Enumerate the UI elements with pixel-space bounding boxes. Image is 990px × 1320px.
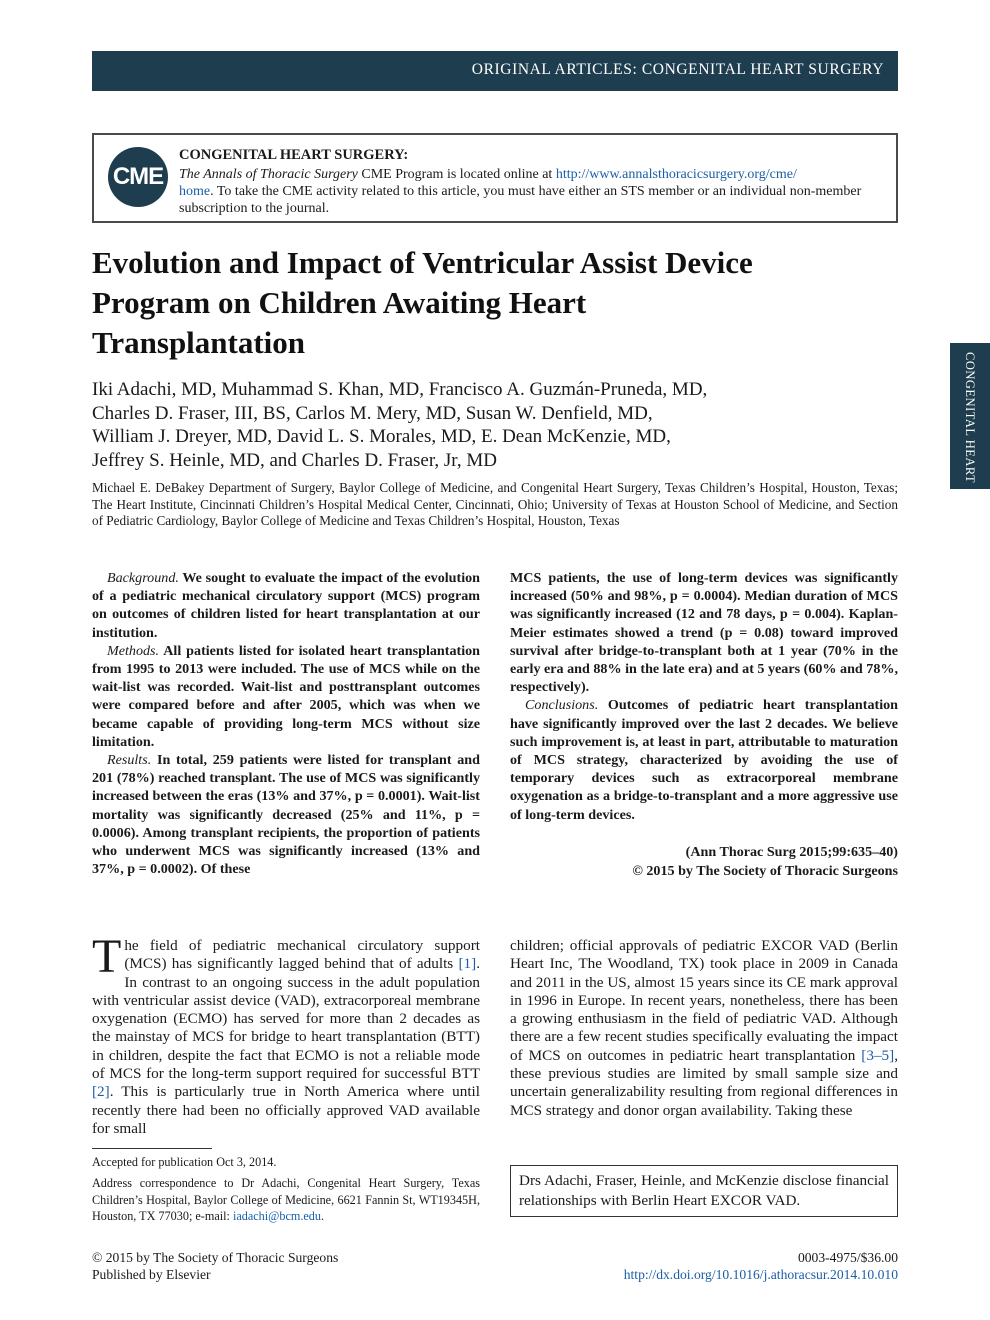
author-line: William J. Dreyer, MD, David L. S. Morales, MD, E. Dean McKenzie, MD, (92, 426, 671, 447)
disclosure-box: Drs Adachi, Fraser, Heinle, and McKenzie disclose financial relationships with Berlin Heart EXCOR VAD. (510, 1165, 898, 1217)
author-line: Iki Adachi, MD, Muhammad S. Khan, MD, Francisco A. Guzmán-Pruneda, MD, (92, 379, 708, 400)
footer-issn: 0003-4975/$36.00 (797, 1250, 898, 1265)
correspondence-address: Address correspondence to Dr Adachi, Congenital Heart Surgery, Texas Children’s Hospital, Baylor College of Medicine, 6621 Fannin St, WT19345H, Houston, TX 77030; e-mail: iadachi@bcm.edu. (92, 1176, 480, 1223)
footer-left (92, 1250, 492, 1283)
cme-title: CONGENITAL HEART SURGERY: (179, 147, 409, 163)
methods-label: Methods. (107, 642, 160, 659)
footnote-divider (92, 1148, 212, 1149)
body-right-column: children; official approvals of pediatric EXCOR VAD (Berlin Heart Inc, The Woodland, TX) took place in 2009 in Canada and 2011 in the US, almost 15 years since its CE mark approval in 1996 in Europe. In recent years, nonetheless, there has been a growing enthusiasm in the field of pediatric VAD. Although there are a few recent studies specifically evaluating the impact of MCS on outcomes in pediatric heart transplantation [3–5], these previous studies are limited by small sample size and uncertain generalizability resulting from regional differences in MCS strategy and donor organ availability. Taking these (510, 937, 898, 1119)
doi-link[interactable]: http://dx.doi.org/10.1016/j.athoracsur.2014.10.010 (623, 1266, 898, 1282)
abstract-methods: Methods. All patients listed for isolated heart transplantation from 1995 to 2013 were included. The use of MCS while on the wait-list was recorded. Wait-list and posttransplant outcomes were compared before and after 2005, which was when we became capable of providing long-term MCS without size limitation. (92, 642, 480, 750)
abstract-right-column (510, 569, 898, 824)
footer-copyright: © 2015 by The Society of Thoracic Surgeons (92, 1250, 339, 1265)
abstract-conclusions: Conclusions. Outcomes of pediatric heart transplantation have significantly improved over the last 2 decades. We believe such improvement is, at least in part, attributable to maturation of MCS strategy, characterized by avoiding the use of temporary devices such as extracorporeal membrane oxygenation as a bridge-to-transplant and a more aggressive use of long-term devices. (510, 697, 898, 823)
cme-logo: CME (108, 147, 168, 207)
cme-journal: The Annals of Thoracic Surgery (179, 167, 358, 182)
cme-link-home[interactable]: home (179, 184, 211, 199)
author-line: Charles D. Fraser, III, BS, Carlos M. Mery, MD, Susan W. Denfield, MD, (92, 402, 653, 424)
author-list (92, 378, 898, 472)
cme-box (92, 133, 898, 223)
accepted-date: Accepted for publication Oct 3, 2014. (92, 1155, 277, 1169)
section-header (92, 51, 898, 91)
section-title: ORIGINAL ARTICLES: CONGENITAL HEART SURGERY (471, 61, 884, 78)
abstract-background: Background. We sought to evaluate the impact of the evolution of a pediatric mechanical circulatory support (MCS) program on outcomes of children listed for heart transplantation at our institution. (92, 570, 480, 641)
abstract-left-column (92, 569, 480, 878)
side-tab-label: CONGENITAL HEART (963, 352, 977, 484)
article-title: Evolution and Impact of Ventricular Assist Device Program on Children Awaiting Heart Transplantation (92, 245, 753, 360)
reference-link-2[interactable]: [2] (92, 1083, 110, 1101)
cme-text (179, 147, 889, 217)
reference-link-3-5[interactable]: [3–5] (861, 1046, 895, 1064)
journal-citation: (Ann Thorac Surg 2015;99:635–40) (685, 844, 898, 860)
citation-block (510, 843, 898, 880)
drop-cap: T (92, 930, 122, 983)
footer-right (498, 1250, 898, 1283)
author-line: Jeffrey S. Heinle, MD, and Charles D. Fraser, Jr, MD (92, 449, 497, 471)
affiliation: Michael E. DeBakey Department of Surgery, Baylor College of Medicine, and Congenital Heart Surgery, Texas Children’s Hospital, Houston, Texas; The Heart Institute, Cincinnati Children’s Hospital Medical Center, Cincinnati, Ohio; University of Texas at Houston School of Medicine, and Section of Pediatric Cardiology, Baylor College of Medicine and Texas Children’s Hospital, Houston, Texas (92, 480, 898, 528)
abstract-results-continued: MCS patients, the use of long-term devices was significantly increased (50% and 98%, p = 0.0004). Median duration of MCS was significantly increased (12 and 78 days, p = 0.004). Kaplan-Meier estimates showed a trend (p = 0.08) toward improved survival after bridge-to-transplant both at 1 year (70% in the early era and 88% in the late era) and at 5 years (60% and 78%, respectively). (510, 570, 898, 696)
background-label: Background. (107, 570, 179, 586)
abstract-copyright: © 2015 by The Society of Thoracic Surgeons (632, 862, 898, 879)
abstract-results: Results. In total, 259 patients were listed for transplant and 201 (78%) reached transplant. The use of MCS was significantly increased between the eras (13% and 37%, p = 0.0001). Wait-list mortality was significantly decreased (25% and 11%, p = 0.0006). Among transplant recipients, the proportion of patients who underwent MCS was significantly increased (13% and 37%, p = 0.0002). Of these (92, 752, 480, 878)
footer-publisher: Published by Elsevier (92, 1266, 211, 1282)
email-link[interactable]: iadachi@bcm.edu (232, 1209, 321, 1223)
cme-description: The Annals of Thoracic Surgery CME Program is located online at http://www.annalsthoracicsurgery.org/cme/ home. To take the CME activity related to this article, you must have either an STS member or an individual non-member subscription to the journal. (179, 167, 862, 216)
side-tab (950, 343, 990, 489)
conclusions-label: Conclusions. (525, 697, 599, 714)
results-label: Results. (107, 752, 152, 769)
cme-link[interactable]: http://www.annalsthoracicsurgery.org/cme/ (555, 167, 797, 182)
reference-link-1[interactable]: [1] (458, 955, 477, 973)
body-left-column: The field of pediatric mechanical circulatory support (MCS) has significantly lagged behind that of adults [1]. In contrast to an ongoing success in the adult population with ventricular assist device (VAD), extracorporeal membrane oxygenation (ECMO) has served for more than 2 decades as the mainstay of MCS for bridge to heart transplantation (BTT) in children, despite the fact that ECMO is not a reliable mode of MCS for the long-term support required for successful BTT [2]. This is particularly true in North America where until recently there had been no officially approved VAD available for small (92, 930, 480, 1137)
